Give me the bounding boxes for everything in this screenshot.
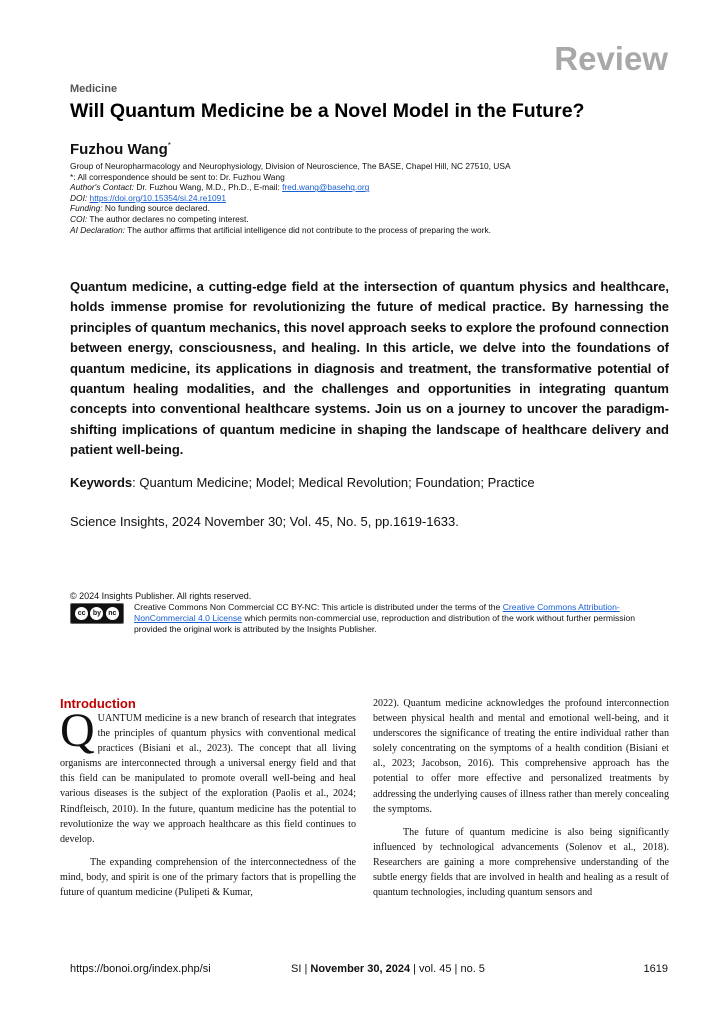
paragraph: The expanding comprehension of the interconnectedness of the mind, body, and spirit is one of the primary factors that is propelling the future of quantum medicine (Pulipeti & Kumar,: [60, 856, 356, 899]
paragraph-text: UANTUM medicine is a new branch of research that integrates the principles of quantum physics with conventional medical practices (Bisiani et al., 2023). The concept that all living organisms are interconnected through a universal energy field and that this field can be manipulated to promote overall well-being and heal various diseases is the subject of the exploration (Paolis et al., 2024; Rindfleisch, 2010). In the future, quantum medicine has the potential to revolutionize the way we approach healthcare as this field continues to develop.: [60, 713, 356, 845]
footer-date: November 30, 2024: [310, 963, 411, 975]
footer-separator: |: [410, 963, 420, 975]
funding-line: [70, 203, 670, 214]
cc-license-badge[interactable]: [70, 603, 124, 624]
section-label: Medicine: [70, 83, 118, 95]
citation: Science Insights, 2024 November 30; Vol. 45, No. 5, pp.1619-1633.: [70, 514, 459, 529]
body-column-right: [373, 696, 669, 900]
footer-separator: |: [451, 963, 461, 975]
doi-line: [70, 193, 670, 204]
author-metadata: [70, 161, 670, 235]
abstract: Quantum medicine, a cutting-edge field at the intersection of quantum physics and healthcare, holds immense promise for revolutionizing the future of medical practice. By harnessing the principles of quantum mechanics, this novel approach seeks to explore the profound connection between energy, consciousness, and healing. In this article, we delve into the foundations of quantum medicine, its applications in diagnosis and treatment, the transformative potential of quantum healing modalities, and the challenges and opportunities in integrating quantum concepts into conventional healthcare systems. Join us on a journey to uncover the paradigm-shifting implications of quantum medicine in shaping the landscape of healthcare delivery and patient well-being.: [70, 279, 669, 458]
keywords-label: Keywords: [70, 475, 133, 490]
article-type-label: Review: [554, 40, 668, 77]
funding-text: No funding source declared.: [104, 203, 210, 214]
footer-journal-info: [291, 963, 485, 975]
email-link[interactable]: fred.wang@basehq.org: [282, 182, 370, 193]
keywords: [70, 475, 535, 490]
author-contact: [70, 182, 670, 193]
footer-volume: vol. 45: [419, 963, 452, 975]
correspondence: *: All correspondence should be sent to: Dr. Fuzhou Wang: [70, 171, 285, 182]
ai-text: The author affirms that artificial intelligence did not contribute to the process of preparing the work.: [127, 224, 492, 235]
by-icon: by: [90, 607, 103, 620]
drop-cap: Q: [60, 704, 95, 757]
doi-label: DOI:: [70, 192, 88, 203]
ai-label: AI Declaration:: [70, 224, 125, 235]
doi-link[interactable]: https://doi.org/10.15354/si.24.re1091: [89, 192, 226, 203]
license-text: [134, 602, 669, 636]
page-number: 1619: [643, 963, 668, 975]
coi-line: [70, 214, 670, 225]
keywords-text: : Quantum Medicine; Model; Medical Revolution; Foundation; Practice: [132, 475, 535, 490]
cc-icon: cc: [75, 607, 88, 620]
contact-label: Author's Contact:: [70, 182, 134, 193]
footer-journal: SI: [291, 963, 302, 975]
author-mark: *: [167, 141, 171, 150]
license-link[interactable]: Creative Commons Attribution-NonCommercial 4.0 License: [134, 602, 620, 624]
paragraph: [60, 704, 356, 847]
footer-issue: no. 5: [460, 963, 485, 975]
ai-declaration-line: [70, 225, 670, 236]
author-name: [70, 141, 171, 158]
paragraph: 2022). Quantum medicine acknowledges the profound interconnection between physical health and mental and emotional well-being, and it underscores the significance of treating the entire individual rather than solely concentrating on the symptoms of a health condition (Bisiani et al., 2023; Jacobson, 2016). This comprehensive approach has the potential to offer more effective and personalized treatments by addressing the underlying causes of illness rather than merely concealing the symptoms.: [373, 698, 669, 815]
license-text-before: Creative Commons Non Commercial CC BY-NC: This article is distributed under the terms of the: [134, 602, 501, 612]
body-column-left: [60, 704, 356, 900]
introduction-heading: Introduction: [60, 696, 136, 711]
license-text-after: which permits non-commercial use, reproduction and distribution of the work without further permission provided the original work is attributed by the Insights Publisher.: [134, 613, 636, 635]
paragraph: The future of quantum medicine is also being significantly influenced by technological advancements (Solenov et al., 2018). Researchers are gaining a more comprehensive understanding of the subtle energy fields that are involved in health and healing as a result of quantum technologies, including quantum sensors and: [373, 826, 669, 899]
nc-icon: nc: [106, 607, 119, 620]
copyright: © 2024 Insights Publisher. All rights reserved.: [70, 591, 252, 601]
footer-url[interactable]: https://bonoi.org/index.php/si: [70, 963, 211, 975]
coi-label: COI:: [70, 213, 88, 224]
author-name-text: Fuzhou Wang: [70, 141, 168, 158]
article-title: Will Quantum Medicine be a Novel Model in the Future?: [70, 100, 585, 122]
coi-text: The author declares no competing interest.: [89, 213, 249, 224]
funding-label: Funding:: [70, 203, 103, 214]
affiliation: Group of Neuropharmacology and Neurophysiology, Division of Neuroscience, The BASE, Chapel Hill, NC 27510, USA: [70, 161, 511, 171]
footer-separator: |: [301, 963, 311, 975]
contact-text: Dr. Fuzhou Wang, M.D., Ph.D., E-mail:: [136, 182, 280, 193]
